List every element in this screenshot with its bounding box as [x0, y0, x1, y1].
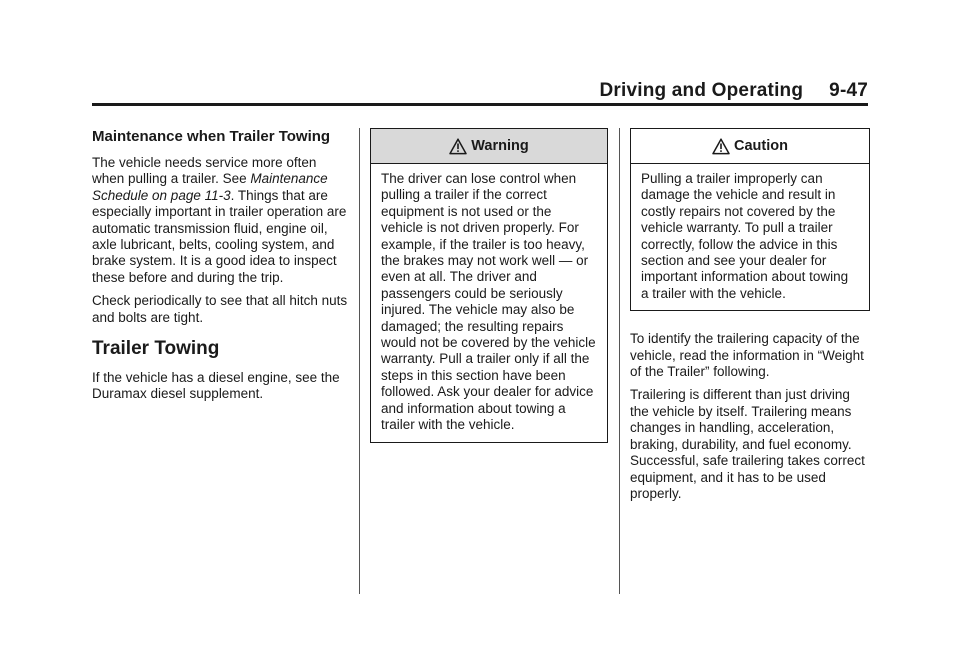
caution-text: Pulling a trailer improperly can damage the vehicle and result in costly repairs not covered by the vehicle warranty. To pull a trailer correctly, follow the advice in this section and see your dealer for important information about towing a trailer with the vehicle.: [641, 171, 849, 301]
paragraph: Check periodically to see that all hitch nuts and bolts are tight.: [92, 293, 348, 325]
header-rule: [92, 103, 868, 106]
cross-reference-link[interactable]: Maintenance Schedule on page 11-3: [92, 171, 328, 203]
warning-text: The driver can lose control when pulling a trailer if the correct equipment is not used or the vehicle is not driven properly. For example, if the trailer is too heavy, the brakes may not work well — or even at all. The driver and passengers could be seriously injured. The vehicle may also be damaged; the resulting repairs would not be covered by the vehicle warranty. Pull a trailer only if all the steps in this section have been followed. Ask your dealer for advice and information about towing a trailer with the vehicle.: [381, 171, 596, 433]
section-heading: Trailer Towing: [92, 338, 220, 360]
caution-body: [631, 164, 869, 310]
middle-column: [370, 128, 608, 443]
caution-triangle-icon: [712, 138, 730, 155]
warning-box: [370, 128, 608, 443]
paragraph: If the vehicle has a diesel engine, see the Duramax diesel supplement.: [92, 370, 340, 402]
right-column: [630, 128, 870, 509]
caution-box: [630, 128, 870, 311]
caution-header: [631, 129, 869, 164]
warning-body: [371, 164, 607, 442]
caution-title: Caution: [734, 138, 788, 154]
paragraph: Trailering is different than just driving the vehicle by itself. Trailering means changes in handling, acceleration, braking, durability, and fuel economy. Successful, safe trailering takes correct equipment, and it has to be used properly.: [630, 387, 865, 501]
left-column: [92, 128, 352, 410]
warning-header: [371, 129, 607, 164]
subsection-heading: Maintenance when Trailer Towing: [92, 128, 331, 145]
paragraph: The vehicle needs service more often when pulling a trailer. See Maintenance Schedule on page 11-3. Things that are especially important in trailer operation are automatic transmission fluid, engine oil, axle lubricant, belts, cooling system, and brake system. It is a good idea to inspect these before and during the trip.: [92, 155, 347, 285]
section-title: Driving and Operating: [599, 80, 804, 101]
paragraph: To identify the trailering capacity of the vehicle, read the information in “Weight of the Trailer” following.: [630, 331, 864, 380]
page-header: [599, 80, 868, 102]
column-divider: [359, 128, 360, 594]
warning-title: Warning: [471, 138, 529, 154]
column-divider: [619, 128, 620, 594]
page-number: 9-47: [829, 80, 868, 101]
warning-triangle-icon: [449, 138, 467, 155]
